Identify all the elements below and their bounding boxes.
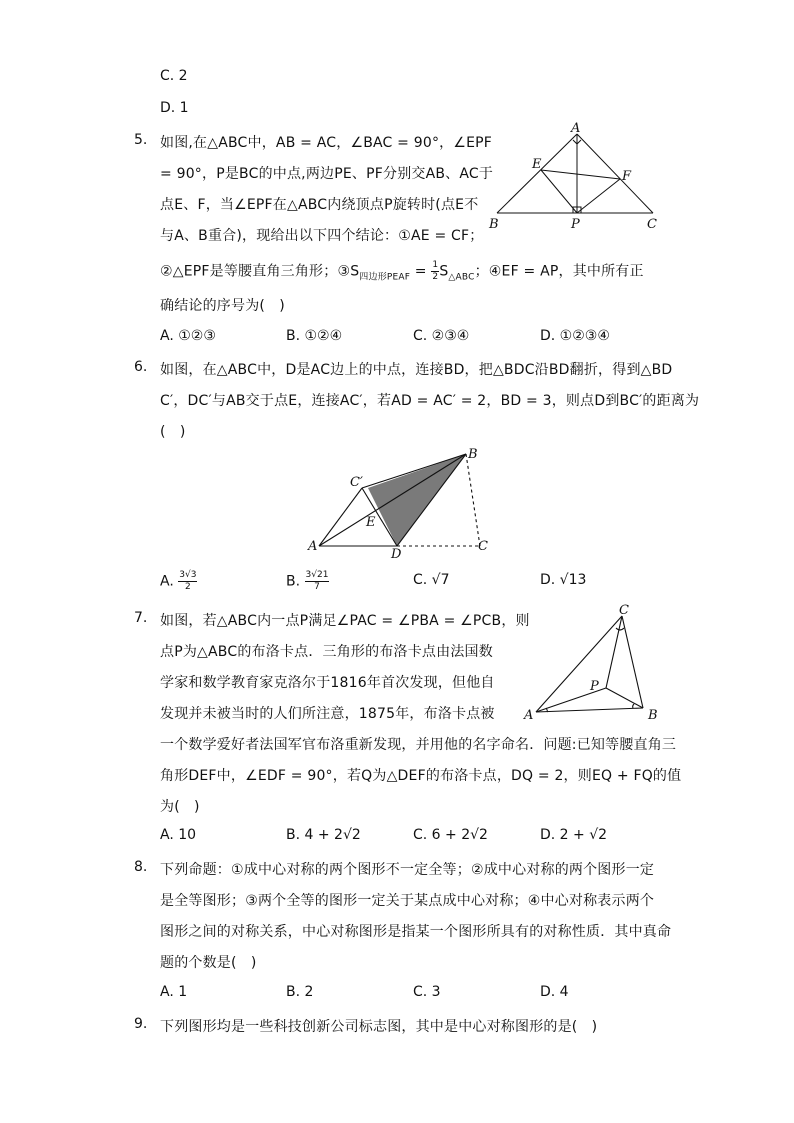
q5-line5-part1: ②△EPF是等腰直角三角形；③S [160, 263, 360, 280]
q5-label-c: C [647, 217, 657, 232]
q9-text: 下列图形均是一些科技创新公司标志图，其中是中心对称图形的是( ) [160, 1019, 598, 1035]
q7-label-p: P [590, 679, 599, 694]
q6-option-a-prefix: A. [160, 573, 174, 590]
q6-line-3: ( ) [160, 424, 186, 440]
q5-line-3: 点E、F，当∠EPF在△ABC内绕顶点P旋转时(点E不 [160, 197, 479, 213]
q5-figure [485, 120, 665, 235]
q6-option-a-num: 3√3 [179, 570, 197, 580]
q6-label-c-prime: C′ [350, 475, 363, 490]
q7-line-5: 一个数学爱好者法国军官布洛重新发现，并用他的名字命名．问题:已知等腰直角三 [160, 737, 677, 753]
q7-line-4: 发现并未被当时的人们所注意，1875年，布洛卡点被 [160, 706, 495, 722]
q5-line-5 [160, 260, 644, 283]
q7-label-a: A [524, 708, 534, 723]
q6-segment-bc-dashed [466, 454, 480, 546]
q6-option-a-den: 2 [184, 582, 191, 592]
q5-option-a: A. ①②③ [160, 328, 216, 344]
q8-option-a: A. 1 [160, 984, 188, 1000]
q6-label-d: D [391, 547, 402, 562]
q5-line5-eq: = [410, 263, 432, 280]
q9-number: 9. [134, 1016, 148, 1032]
q7-option-b: B. 4 + 2√2 [286, 827, 361, 843]
q6-option-b-fraction [305, 570, 330, 593]
q5-label-a: A [571, 121, 581, 136]
q7-side-bc [622, 616, 643, 708]
q6-option-b-prefix: B. [286, 573, 301, 590]
q5-line-2: = 90°，P是BC的中点,两边PE、PF分别交AB、AC于 [160, 166, 494, 182]
q5-line-6: 确结论的序号为( ) [160, 298, 285, 314]
q7-segment-pb [606, 688, 643, 708]
q5-side-ab [497, 134, 577, 213]
q7-segment-pc [606, 616, 622, 688]
q5-frac-den: 2 [432, 272, 439, 282]
q6-option-c: C. √7 [413, 572, 450, 588]
q7-line-7: 为( ) [160, 799, 200, 815]
q5-line5-sub: 四边形PEAF [359, 272, 411, 283]
q5-side-ac [577, 134, 653, 213]
q7-line-3: 学家和数学教育家克洛尔于1816年首次发现，但他自 [160, 675, 495, 691]
q5-segment-ef [541, 170, 620, 179]
q7-label-b: B [648, 708, 658, 723]
prev-option-d: D. 1 [160, 100, 189, 116]
q6-option-a-fraction [178, 570, 197, 593]
q5-option-d: D. ①②③④ [540, 328, 610, 344]
q8-number: 8. [134, 859, 148, 875]
q5-line-4: 与A、B重合)，现给出以下四个结论：①AE = CF； [160, 228, 484, 244]
q8-option-c: C. 3 [413, 984, 441, 1000]
q7-option-c: C. 6 + 2√2 [413, 827, 488, 843]
q5-line5-sub2: △ABC [448, 272, 475, 283]
q5-label-p: P [571, 217, 580, 232]
q6-option-a [160, 570, 197, 593]
q7-number: 7. [134, 610, 148, 626]
q5-option-c: C. ②③④ [413, 328, 470, 344]
q5-segment-pf [577, 179, 620, 213]
q7-side-ab [536, 708, 643, 712]
prev-option-c: C. 2 [160, 68, 188, 84]
q6-label-c: C [478, 539, 488, 554]
q6-label-a: A [308, 539, 318, 554]
q7-line-1: 如图，若△ABC内一点P满足∠PAC = ∠PBA = ∠PCB，则 [160, 613, 530, 629]
q5-option-b: B. ①②④ [286, 328, 343, 344]
q7-line-6: 角形DEF中，∠EDF = 90°，若Q为△DEF的布洛卡点，DQ = 2，则EQ + FQ的值 [160, 768, 682, 784]
q7-option-d: D. 2 + √2 [540, 827, 608, 843]
q8-line-4: 题的个数是( ) [160, 955, 257, 971]
q5-frac-num: 1 [432, 260, 439, 270]
q6-option-b-den: 7 [314, 582, 320, 592]
q6-label-e: E [366, 515, 376, 530]
q5-segment-pe [541, 170, 577, 213]
q5-line-1: 如图,在△ABC中，AB = AC，∠BAC = 90°，∠EPF [160, 135, 493, 151]
q6-line-1: 如图，在△ABC中，D是AC边上的中点，连接BD，把△BDC沿BD翻折，得到△BD [160, 362, 673, 378]
q5-label-b: B [489, 217, 499, 232]
q8-line-2: 是全等图形；③两个全等的图形一定关于某点成中心对称；④中心对称表示两个 [160, 893, 655, 909]
q7-figure [510, 600, 660, 725]
q5-number: 5. [134, 132, 148, 148]
q7-angle-mark-c [616, 628, 624, 630]
q5-line5-part2: ；④EF = AP，其中所有正 [474, 263, 644, 280]
q6-segment-ac-prime [319, 488, 362, 546]
q5-line5-s: S [439, 263, 449, 280]
q6-label-b: B [468, 447, 478, 462]
q5-label-e: E [532, 157, 542, 172]
q6-shaded-region [368, 454, 466, 546]
q6-option-b-num: 3√21 [305, 570, 329, 580]
q5-label-f: F [622, 169, 632, 184]
q8-line-1: 下列命题：①成中心对称的两个图形不一定全等；②成中心对称的两个图形一定 [160, 862, 655, 878]
q7-label-c: C [619, 603, 629, 618]
q6-number: 6. [134, 359, 148, 375]
q8-line-3: 图形之间的对称关系，中心对称图形是指某一个图形所具有的对称性质．其中真命 [160, 924, 672, 940]
q6-option-d: D. √13 [540, 572, 587, 588]
q7-option-a: A. 10 [160, 827, 197, 843]
q7-angle-mark-b [633, 704, 634, 708]
q6-option-b [286, 570, 329, 593]
q7-line-2: 点P为△ABC的布洛卡点．三角形的布洛卡点由法国数 [160, 644, 493, 660]
q8-option-d: D. 4 [540, 984, 569, 1000]
q6-figure [300, 440, 500, 565]
q6-line-2: C′，DC′与AB交于点E，连接AC′，若AD = AC′ = 2，BD = 3，则点D到BC′的距离为 [160, 393, 700, 409]
q8-option-b: B. 2 [286, 984, 314, 1000]
